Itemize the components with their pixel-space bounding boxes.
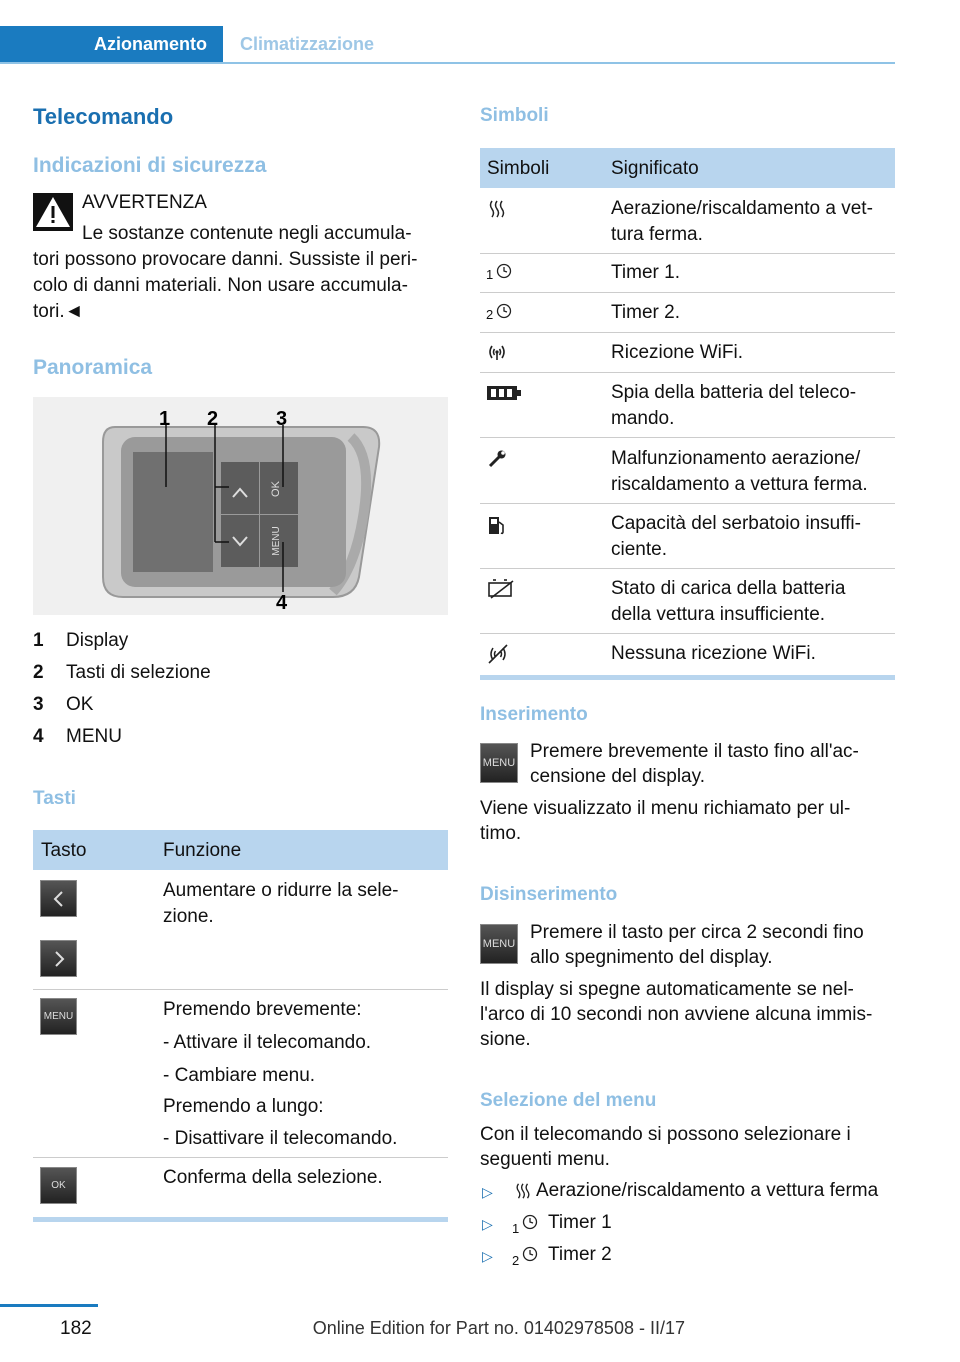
symbol-row7-text-1: Capacità del serbatoio insuffi- (611, 513, 861, 534)
timer-1-icon (521, 1213, 539, 1231)
menu-item-2-prefix: 1 (512, 1221, 520, 1236)
timer-1-prefix: 1 (486, 267, 494, 282)
heater-icon (514, 1181, 532, 1201)
symbol-row7-text-2: ciente. (611, 539, 667, 560)
left-arrow-key-icon (40, 880, 77, 917)
keys-row2-line-4: Premendo a lungo: (163, 1096, 324, 1117)
fig-label-1: 1 (159, 408, 171, 430)
page-title: Telecomando (33, 104, 174, 129)
low-battery-icon (487, 578, 515, 600)
fig-ok-key: OK (270, 481, 282, 497)
on-text-4: timo. (480, 823, 522, 844)
no-wifi-icon (486, 643, 510, 665)
fig-label-4: 4 (276, 592, 288, 614)
legend-text-4: MENU (66, 726, 122, 747)
warning-text-4: tori.◄ (33, 301, 84, 322)
symbol-row6-text-2: riscaldamento a vettura ferma. (611, 474, 868, 495)
menu-text-2: seguenti menu. (480, 1149, 610, 1170)
menu-item-3: Timer 2 (548, 1244, 612, 1265)
symbol-row-divider (480, 292, 895, 293)
symbol-row-divider (480, 332, 895, 333)
warning-icon (33, 193, 73, 231)
on-heading: Inserimento (480, 704, 588, 725)
symbol-row8-text-1: Stato di carica della batteria (611, 578, 846, 599)
menu-text-1: Con il telecomando si possono selezionare i (480, 1124, 851, 1145)
keys-table-footer (33, 1217, 448, 1222)
battery-icon (486, 384, 522, 402)
legend-text-1: Display (66, 630, 129, 651)
legend-text-3: OK (66, 694, 94, 715)
warning-text-1: Le sostanze contenute negli accumula- (82, 223, 412, 244)
symbol-row8-text-2: della vettura insufficiente. (611, 604, 826, 625)
keys-row3-text: Conferma della selezione. (163, 1167, 383, 1188)
menu-item-1: Aerazione/riscaldamento a vettura ferma (536, 1180, 879, 1201)
symbol-row5-text-1: Spia della batteria del teleco- (611, 382, 857, 403)
legend-num-3: 3 (33, 694, 44, 715)
symbol-row4-text: Ricezione WiFi. (611, 342, 743, 363)
keys-row1-text-1: Aumentare o ridurre la sele- (163, 880, 399, 901)
tab-azionamento[interactable]: Azionamento (0, 26, 223, 62)
warning-text-2: tori possono provocare danni. Sussiste il peri- (33, 249, 418, 270)
legend-text-2: Tasti di selezione (66, 662, 211, 683)
off-text-3: Il display si spegne automaticamente se nel- (480, 979, 854, 1000)
symbol-row9-text: Nessuna ricezione WiFi. (611, 643, 816, 664)
heater-icon (487, 199, 507, 219)
symbols-col-significato: Significato (611, 158, 699, 179)
symbol-row-divider (480, 503, 895, 504)
symbols-table-footer (480, 675, 895, 680)
off-text-1: Premere il tasto per circa 2 secondi fino (530, 922, 864, 943)
symbol-row-divider (480, 437, 895, 438)
symbol-row-divider (480, 568, 895, 569)
symbols-col-simboli: Simboli (487, 158, 550, 179)
keys-heading: Tasti (33, 788, 76, 809)
legend-num-4: 4 (33, 726, 44, 747)
off-text-2: allo spegnimento del display. (530, 947, 773, 968)
wrench-icon (487, 449, 507, 469)
keys-row2-line-5: - Disattivare il telecomando. (163, 1128, 398, 1149)
menu-item-3-prefix: 2 (512, 1253, 520, 1268)
page-number: 182 (60, 1318, 92, 1339)
remote-figure (33, 397, 448, 615)
fuel-icon (487, 514, 507, 536)
keys-row1-text-2: zione. (163, 906, 214, 927)
keys-row2-line-2: - Attivare il telecomando. (163, 1032, 372, 1053)
keys-col-tasto: Tasto (41, 840, 87, 861)
keys-row2-line-3: - Cambiare menu. (163, 1065, 316, 1086)
keys-col-funzione: Funzione (163, 840, 242, 861)
fig-label-3: 3 (276, 408, 288, 430)
symbol-row3-text: Timer 2. (611, 302, 680, 323)
safety-heading: Indicazioni di sicurezza (33, 154, 267, 177)
menu-heading: Selezione del menu (480, 1090, 657, 1111)
off-heading: Disinserimento (480, 884, 618, 905)
list-bullet-icon: ▷ (482, 1248, 493, 1264)
on-text-1: Premere brevemente il tasto fino all'ac- (530, 741, 859, 762)
on-text-3: Viene visualizzato il menu richiamato per ul- (480, 798, 851, 819)
list-bullet-icon: ▷ (482, 1184, 493, 1200)
wifi-icon (486, 342, 508, 362)
warning-text-3: colo di danni materiali. Non usare accumula- (33, 275, 408, 296)
off-text-5: sione. (480, 1029, 531, 1050)
list-bullet-icon: ▷ (482, 1216, 493, 1232)
right-arrow-key-icon (40, 940, 77, 977)
overview-heading: Panoramica (33, 356, 153, 379)
page-number-bar (0, 1304, 98, 1307)
symbol-row1-text-2: tura ferma. (611, 224, 703, 245)
symbol-row5-text-2: mando. (611, 408, 675, 429)
symbol-row-divider (480, 633, 895, 634)
menu-key-icon: MENU (480, 743, 518, 783)
symbol-row-divider (480, 372, 895, 373)
timer-2-icon (521, 1245, 539, 1263)
tab-climatizzazione[interactable]: Climatizzazione (240, 34, 375, 54)
keys-row2-line-1: Premendo brevemente: (163, 999, 362, 1020)
menu-item-2: Timer 1 (548, 1212, 612, 1233)
fig-label-2: 2 (207, 408, 219, 430)
legend-num-1: 1 (33, 630, 44, 651)
remote-illustration (33, 397, 448, 615)
edition-footer: Online Edition for Part no. 01402978508 - II/17 (312, 1318, 685, 1338)
symbol-row1-text-1: Aerazione/riscaldamento a vet- (611, 198, 873, 219)
fig-menu-key: MENU (271, 526, 282, 556)
warning-label: AVVERTENZA (82, 192, 207, 213)
symbol-row6-text-1: Malfunzionamento aerazione/ (611, 448, 861, 469)
keys-row-divider (33, 1157, 448, 1158)
symbol-row2-text: Timer 1. (611, 262, 680, 283)
timer-2-icon (495, 302, 513, 320)
ok-key-icon: OK (40, 1167, 77, 1204)
keys-row-divider (33, 989, 448, 990)
symbols-heading: Simboli (480, 105, 549, 126)
timer-2-prefix: 2 (486, 307, 494, 322)
symbol-row-divider (480, 253, 895, 254)
menu-key-icon: MENU (480, 924, 518, 964)
menu-key-icon: MENU (40, 998, 77, 1035)
on-text-2: censione del display. (530, 766, 705, 787)
off-text-4: l'arco di 10 secondi non avviene alcuna immis- (480, 1004, 873, 1025)
timer-1-icon (495, 262, 513, 280)
legend-num-2: 2 (33, 662, 44, 683)
